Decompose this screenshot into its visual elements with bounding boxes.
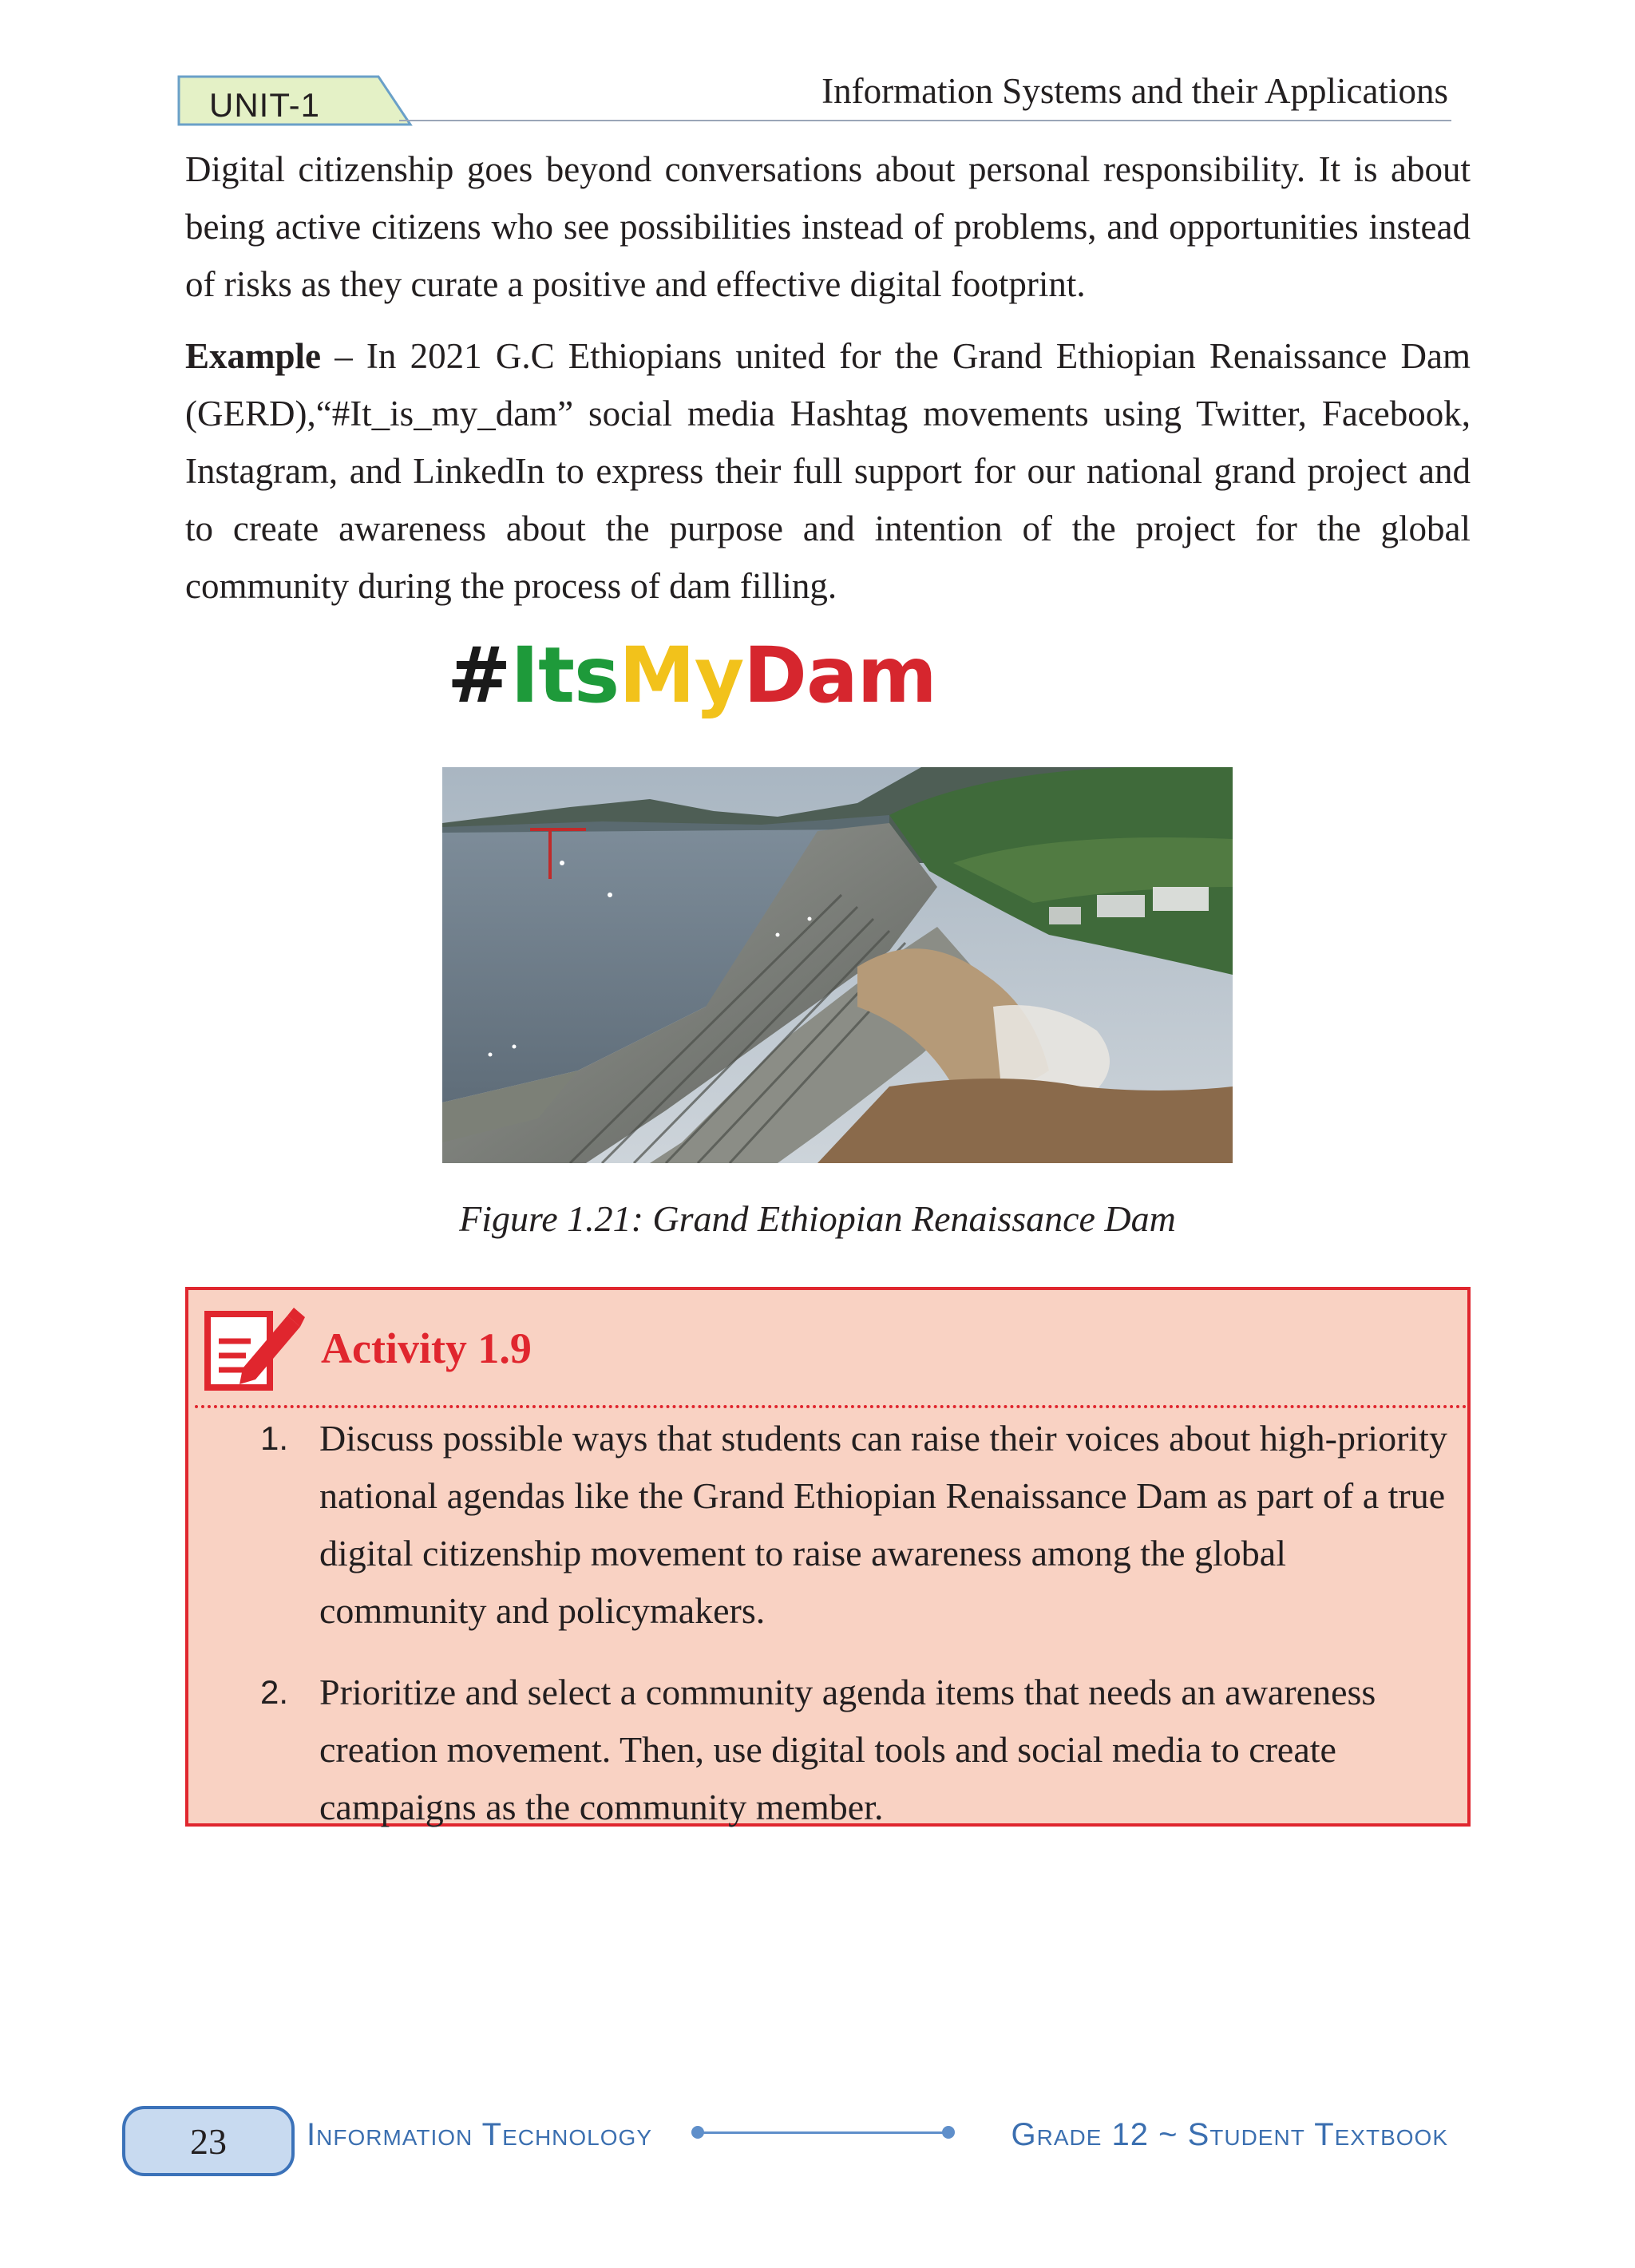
activity-item-number: 2. xyxy=(260,1673,289,1711)
hashtag-part-my: My xyxy=(619,631,744,720)
footer-line-dot-right xyxy=(942,2126,955,2139)
activity-pencil-note-icon xyxy=(201,1300,305,1402)
activity-divider xyxy=(195,1405,1467,1408)
page-number-badge xyxy=(122,2106,295,2176)
paragraph-example xyxy=(185,327,1471,615)
page-number: 23 xyxy=(190,2121,227,2162)
hashtag-banner xyxy=(447,631,1245,720)
unit-label: UNIT-1 xyxy=(209,86,321,124)
example-text: – In 2021 G.C Ethiopians united for the Grand Ethiopian Renaissance Dam (GERD),“#It_is_my_dam” social media Hashtag movements using Twitter, Facebook, Instagram, and LinkedIn to express their full support for our national grand project and to create awareness about the purpose and intention of the project for the global community during the process of dam filling. xyxy=(185,336,1471,606)
paragraph-digital-citizenship: Digital citizenship goes beyond conversations about personal responsibility. It is about being active citizens who see possibilities instead of problems, and opportunities instead of risks as they curate a positive and effective digital footprint. xyxy=(185,149,1471,304)
activity-box xyxy=(185,1287,1471,1827)
unit-tab xyxy=(177,75,414,126)
activity-item-text: Prioritize and select a community agenda items that needs an awareness creation movement. Then, use digital tools and social media to create campaigns as the community member. xyxy=(319,1672,1376,1827)
dam-photo xyxy=(442,767,1233,1163)
dam-photo-illustration xyxy=(442,767,1233,1163)
hashtag-part-its: Its xyxy=(510,631,620,720)
example-lead: Example xyxy=(185,336,322,376)
footer-line xyxy=(696,2131,952,2134)
header-rule xyxy=(399,120,1451,121)
footer-grade: Grade 12 ~ Student Textbook xyxy=(1011,2117,1448,2152)
activity-item-text: Discuss possible ways that students can raise their voices about high-priority national agendas like the Grand Ethiopian Renaissance Dam as part of a true digital citizenship movement to raise awareness among the global community and policymakers. xyxy=(319,1418,1447,1631)
hashtag-part-dam: Dam xyxy=(743,631,936,720)
running-head: Information Systems and their Applications xyxy=(821,71,1448,111)
figure-caption: Figure 1.21: Grand Ethiopian Renaissance Dam xyxy=(459,1198,1176,1239)
footer-subject: Information Technology xyxy=(307,2117,652,2152)
hashtag-part-hash: # xyxy=(447,631,511,720)
activity-title: Activity 1.9 xyxy=(321,1324,532,1372)
activity-item-number: 1. xyxy=(260,1419,289,1457)
